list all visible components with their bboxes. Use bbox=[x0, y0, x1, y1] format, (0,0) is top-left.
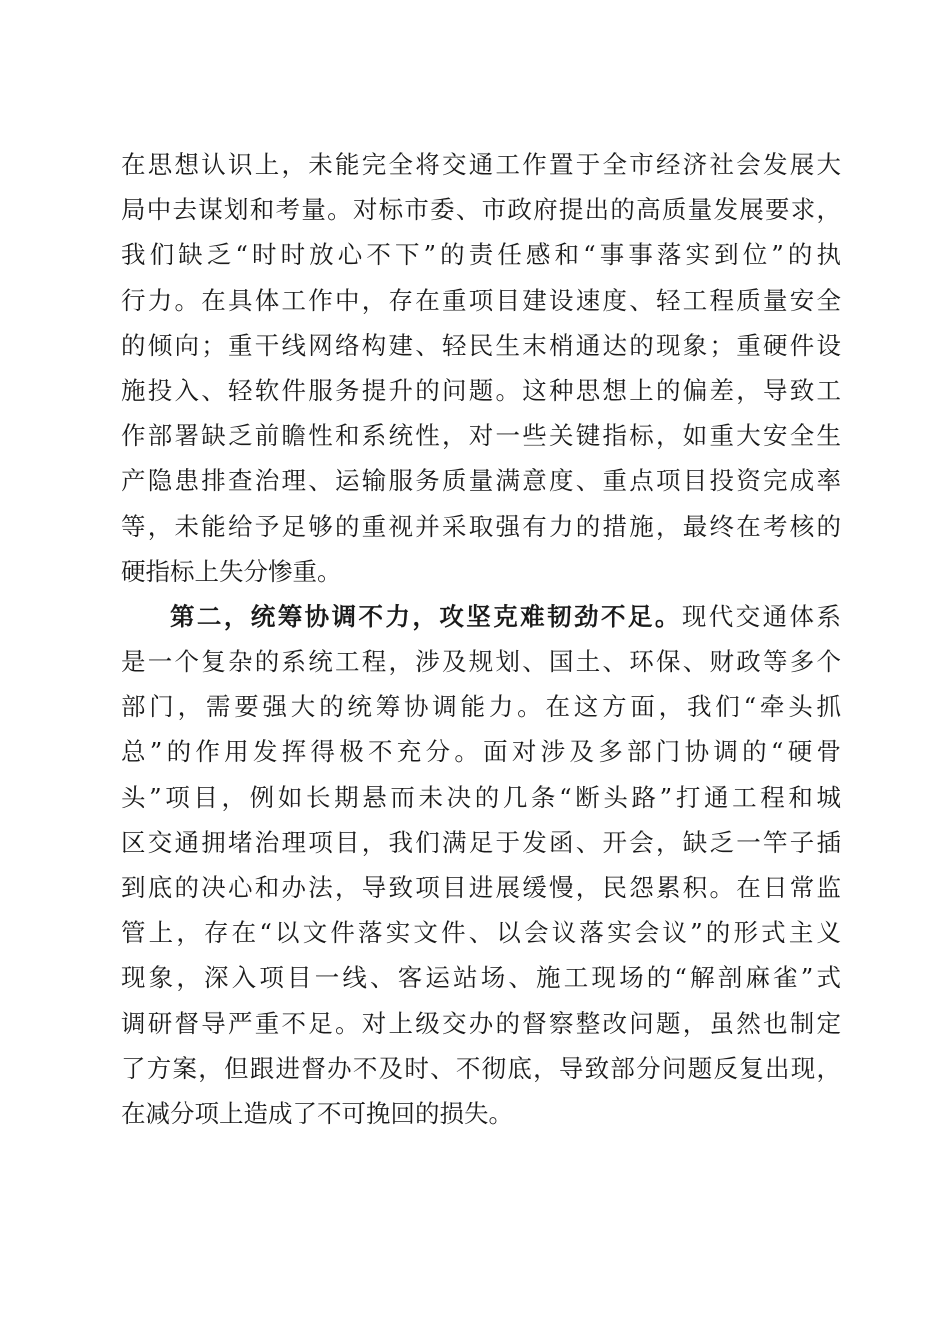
text-line: 部门，需要强大的统筹协调能力。在这方面，我们“牵头抓 bbox=[121, 692, 841, 722]
paragraph-1 bbox=[121, 142, 841, 594]
text-line: 调研督导严重不足。对上级交办的督察整改问题，虽然也制定 bbox=[121, 1008, 841, 1038]
paragraph-2-first-line bbox=[121, 594, 841, 639]
paragraph-2 bbox=[121, 594, 841, 1136]
text-line: 是一个复杂的系统工程，涉及规划、国土、环保、财政等多个 bbox=[121, 647, 841, 677]
text-line: 施投入、轻软件服务提升的问题。这种思想上的偏差，导致工 bbox=[121, 375, 841, 405]
document-body bbox=[121, 142, 841, 1136]
text-line: 在思想认识上，未能完全将交通工作置于全市经济社会发展大 bbox=[121, 150, 841, 179]
text-line: 作部署缺乏前瞻性和系统性，对一些关键指标，如重大安全生 bbox=[121, 421, 841, 451]
text-line: 现象，深入项目一线、客运站场、施工现场的“解剖麻雀”式 bbox=[121, 963, 841, 993]
text-line: 总”的作用发挥得极不充分。面对涉及多部门协调的“硬骨 bbox=[121, 737, 841, 767]
text-line: 到底的决心和办法，导致项目进展缓慢，民怨累积。在日常监 bbox=[121, 873, 841, 902]
text-line: 在减分项上造成了不可挽回的损失。 bbox=[121, 1098, 513, 1128]
text-line: 产隐患排查治理、运输服务质量满意度、重点项目投资完成率 bbox=[121, 466, 841, 496]
text-line: 硬指标上失分惨重。 bbox=[121, 556, 342, 586]
text-line: 等，未能给予足够的重视并采取强有力的措施，最终在考核的 bbox=[121, 511, 841, 541]
text-line: 的倾向；重干线网络构建、轻民生末梢通达的现象；重硬件设 bbox=[121, 330, 841, 360]
text-line: 了方案，但跟进督办不及时、不彻底，导致部分问题反复出现， bbox=[121, 1053, 841, 1083]
text-line: 行力。在具体工作中，存在重项目建设速度、轻工程质量安全 bbox=[121, 285, 841, 315]
text-line: 我们缺乏“时时放心不下”的责任感和“事事落实到位”的执 bbox=[121, 240, 841, 270]
section-heading: 第二，统筹协调不力，攻坚克难韧劲不足。 bbox=[170, 601, 682, 631]
text-line: 局中去谋划和考量。对标市委、市政府提出的高质量发展要求， bbox=[121, 195, 841, 225]
text-line: 管上，存在“以文件落实文件、以会议落实会议”的形式主义 bbox=[121, 918, 841, 948]
text-line: 区交通拥堵治理项目，我们满足于发函、开会，缺乏一竿子插 bbox=[121, 827, 841, 857]
text-line: 头”项目，例如长期悬而未决的几条“断头路”打通工程和城 bbox=[121, 782, 841, 812]
text-run: 现代交通体系 bbox=[681, 601, 841, 631]
